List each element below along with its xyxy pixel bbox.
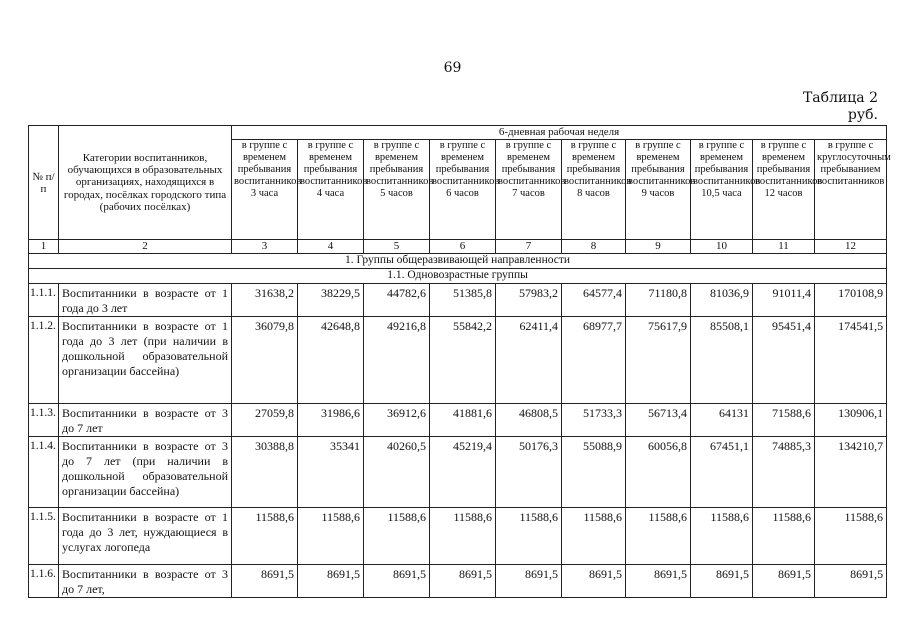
- row-value: 68977,7: [562, 317, 626, 404]
- column-number: 4: [298, 240, 364, 254]
- table-caption: [803, 90, 878, 124]
- row-value: 38229,5: [298, 284, 364, 317]
- row-value: 60056,8: [626, 437, 691, 508]
- table-body: [29, 284, 887, 598]
- row-value: 11588,6: [691, 508, 753, 565]
- row-value: 41881,6: [430, 404, 496, 437]
- header-week-group: 6-дневная рабочая неделя: [232, 126, 887, 140]
- row-value: 35341: [298, 437, 364, 508]
- section-heading-row: [29, 254, 887, 269]
- row-value: 8691,5: [364, 565, 430, 598]
- column-number-row: [29, 240, 887, 254]
- row-value: 91011,4: [753, 284, 815, 317]
- header-col-24h: в группе с круглосуточным пребыванием воспитанников: [815, 140, 887, 240]
- row-value: 74885,3: [753, 437, 815, 508]
- row-value: 8691,5: [430, 565, 496, 598]
- header-col-7h: в группе с временем пребывания воспитанников 7 часов: [496, 140, 562, 240]
- page-number: 69: [443, 60, 462, 76]
- row-value: 62411,4: [496, 317, 562, 404]
- row-value: 71588,6: [753, 404, 815, 437]
- table-row: [29, 508, 887, 565]
- header-col-10-5h: в группе с временем пребывания воспитанников 10,5 часа: [691, 140, 753, 240]
- row-value: 36079,8: [232, 317, 298, 404]
- row-value: 95451,4: [753, 317, 815, 404]
- table-row: [29, 284, 887, 317]
- row-value: 170108,9: [815, 284, 887, 317]
- row-value: 8691,5: [562, 565, 626, 598]
- column-number: 10: [691, 240, 753, 254]
- subsection-heading-row: [29, 269, 887, 284]
- row-code: 1.1.3.: [29, 404, 59, 437]
- table-row: [29, 404, 887, 437]
- row-value: 55842,2: [430, 317, 496, 404]
- row-value: 130906,1: [815, 404, 887, 437]
- row-value: 64131: [691, 404, 753, 437]
- row-value: 27059,8: [232, 404, 298, 437]
- row-value: 50176,3: [496, 437, 562, 508]
- table-row: [29, 565, 887, 598]
- column-number: 11: [753, 240, 815, 254]
- row-value: 134210,7: [815, 437, 887, 508]
- row-value: 51385,8: [430, 284, 496, 317]
- row-value: 11588,6: [815, 508, 887, 565]
- header-col-6h: в группе с временем пребывания воспитанников 6 часов: [430, 140, 496, 240]
- header-col-3h: в группе с временем пребывания воспитанников 3 часа: [232, 140, 298, 240]
- row-value: 8691,5: [232, 565, 298, 598]
- row-value: 64577,4: [562, 284, 626, 317]
- table-row: [29, 317, 887, 404]
- row-code: 1.1.2.: [29, 317, 59, 404]
- section-heading: 1. Группы общеразвивающей направленности: [29, 254, 887, 269]
- row-value: 11588,6: [298, 508, 364, 565]
- tariff-table: [28, 125, 891, 598]
- row-value: 8691,5: [626, 565, 691, 598]
- header-category: Категории воспитанников, обучающихся в образовательных организациях, находящихся в городах, посёлках городского типа (рабочих посёлках): [59, 126, 232, 240]
- header-col-5h: в группе с временем пребывания воспитанников 5 часов: [364, 140, 430, 240]
- row-value: 8691,5: [753, 565, 815, 598]
- currency-unit: руб.: [847, 107, 878, 123]
- row-value: 40260,5: [364, 437, 430, 508]
- row-value: 75617,9: [626, 317, 691, 404]
- subsection-heading: 1.1. Одновозрастные группы: [29, 269, 887, 284]
- column-number: 8: [562, 240, 626, 254]
- header-row-number: № п/п: [29, 126, 59, 240]
- header-col-8h: в группе с временем пребывания воспитанников 8 часов: [562, 140, 626, 240]
- column-number: 3: [232, 240, 298, 254]
- column-number: 2: [59, 240, 232, 254]
- row-description: Воспитанники в возрасте от 3 до 7 лет,: [59, 565, 232, 598]
- column-number: 5: [364, 240, 430, 254]
- row-value: 11588,6: [430, 508, 496, 565]
- header-col-9h: в группе с временем пребывания воспитанников 9 часов: [626, 140, 691, 240]
- row-value: 8691,5: [298, 565, 364, 598]
- row-value: 45219,4: [430, 437, 496, 508]
- row-value: 49216,8: [364, 317, 430, 404]
- row-description: Воспитанники в возрасте от 3 до 7 лет (при наличии в дошкольной образовательной организации бассейна): [59, 437, 232, 508]
- row-value: 55088,9: [562, 437, 626, 508]
- row-description: Воспитанники в возрасте от 1 года до 3 лет (при наличии в дошкольной образовательной организации бассейна): [59, 317, 232, 404]
- row-value: 56713,4: [626, 404, 691, 437]
- row-value: 51733,3: [562, 404, 626, 437]
- row-value: 67451,1: [691, 437, 753, 508]
- row-value: 81036,9: [691, 284, 753, 317]
- table-label: Таблица 2: [802, 90, 878, 106]
- row-value: 36912,6: [364, 404, 430, 437]
- row-code: 1.1.6.: [29, 565, 59, 598]
- row-value: 30388,8: [232, 437, 298, 508]
- row-code: 1.1.1.: [29, 284, 59, 317]
- row-code: 1.1.5.: [29, 508, 59, 565]
- row-value: 31638,2: [232, 284, 298, 317]
- row-value: 11588,6: [496, 508, 562, 565]
- row-value: 57983,2: [496, 284, 562, 317]
- header-col-4h: в группе с временем пребывания воспитанников 4 часа: [298, 140, 364, 240]
- row-value: 11588,6: [753, 508, 815, 565]
- row-value: 8691,5: [691, 565, 753, 598]
- row-value: 174541,5: [815, 317, 887, 404]
- row-value: 11588,6: [364, 508, 430, 565]
- row-value: 8691,5: [496, 565, 562, 598]
- row-value: 42648,8: [298, 317, 364, 404]
- header-col-12h: в группе с временем пребывания воспитанников 12 часов: [753, 140, 815, 240]
- row-value: 31986,6: [298, 404, 364, 437]
- row-value: 8691,5: [815, 565, 887, 598]
- row-value: 11588,6: [232, 508, 298, 565]
- table-row: [29, 437, 887, 508]
- column-number: 9: [626, 240, 691, 254]
- row-value: 11588,6: [626, 508, 691, 565]
- column-number: 12: [815, 240, 887, 254]
- row-description: Воспитанники в возрасте от 1 года до 3 лет, нуждающиеся в услугах логопеда: [59, 508, 232, 565]
- row-value: 85508,1: [691, 317, 753, 404]
- row-value: 46808,5: [496, 404, 562, 437]
- row-description: Воспитанники в возрасте от 3 до 7 лет: [59, 404, 232, 437]
- row-value: 71180,8: [626, 284, 691, 317]
- row-value: 11588,6: [562, 508, 626, 565]
- row-value: 44782,6: [364, 284, 430, 317]
- column-number: 1: [29, 240, 59, 254]
- row-code: 1.1.4.: [29, 437, 59, 508]
- row-description: Воспитанники в возрасте от 1 года до 3 лет: [59, 284, 232, 317]
- column-number: 7: [496, 240, 562, 254]
- column-number: 6: [430, 240, 496, 254]
